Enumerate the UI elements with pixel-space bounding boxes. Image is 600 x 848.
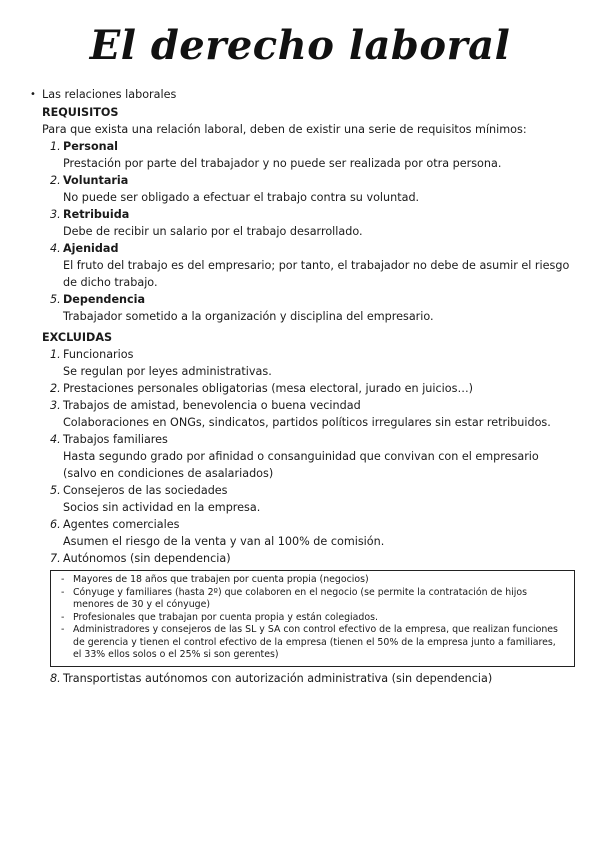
- item-number: 3.: [50, 208, 61, 221]
- box-item-text: Profesionales que trabajan por cuenta propia y están colegiados.: [73, 611, 378, 623]
- requisitos-heading: REQUISITOS: [42, 106, 119, 119]
- excluida-item: [50, 431, 575, 482]
- dash-icon: -: [61, 611, 65, 623]
- excluida-title: Trabajos de amistad, benevolencia o buena vecindad: [63, 399, 361, 412]
- requisito-title: Retribuida: [63, 208, 130, 221]
- requisito-item: [50, 172, 575, 206]
- box-item: [59, 624, 566, 662]
- excluida-item: [50, 550, 575, 567]
- requisito-item: [50, 138, 575, 172]
- excluida-item: [50, 670, 575, 687]
- requisito-desc: El fruto del trabajo es del empresario; por tanto, el trabajador no debe de asumir el riesgo de dicho trabajo.: [63, 259, 570, 289]
- excluidas-list: [30, 346, 575, 567]
- box-item: [59, 612, 566, 625]
- page-title: El derecho laboral: [89, 22, 511, 69]
- document-content: [30, 86, 575, 687]
- requisitos-list: [30, 138, 575, 325]
- excluida-title: Agentes comerciales: [63, 518, 180, 531]
- requisito-desc: Debe de recibir un salario por el trabajo desarrollado.: [63, 225, 363, 238]
- requisito-title: Dependencia: [63, 293, 146, 306]
- excluida-title: Trabajos familiares: [63, 433, 168, 446]
- excluida-item: [50, 397, 575, 431]
- box-item-text: Mayores de 18 años que trabajen por cuenta propia (negocios): [73, 574, 369, 585]
- excluida-desc: Colaboraciones en ONGs, sindicatos, partidos políticos irregulares sin estar retribuidos.: [63, 416, 551, 429]
- item-number: 6.: [50, 518, 61, 531]
- excluida-item: [50, 380, 575, 397]
- box-item: [59, 587, 566, 612]
- topic-label: Las relaciones laborales: [42, 88, 177, 101]
- excluidas-list-continued: [30, 670, 575, 687]
- excluidas-heading: EXCLUIDAS: [42, 331, 113, 344]
- item-number: 5.: [50, 293, 61, 306]
- requisito-title: Personal: [63, 140, 118, 153]
- item-number: 1.: [50, 348, 61, 361]
- requisito-desc: Prestación por parte del trabajador y no puede ser realizada por otra persona.: [63, 157, 502, 170]
- box-item-text: Administradores y consejeros de las SL y SA con control efectivo de la empresa, que realizan funciones de gerencia y tienen el control efectivo de la empresa (tienen el 50% de la empresa junto a familiares, el 33% ellos solos o el 25% si son gerentes): [73, 624, 558, 660]
- item-number: 7.: [50, 552, 61, 565]
- item-number: 5.: [50, 484, 61, 497]
- excluida-item: [50, 346, 575, 380]
- excluida-title: Prestaciones personales obligatorias (mesa electoral, jurado en juicios…): [63, 382, 473, 395]
- item-number: 8.: [50, 671, 61, 685]
- dash-icon: -: [61, 574, 65, 585]
- item-number: 2.: [50, 174, 61, 187]
- requisito-desc: Trabajador sometido a la organización y disciplina del empresario.: [63, 310, 434, 323]
- item-number: 1.: [50, 140, 61, 153]
- item-number: 3.: [50, 399, 61, 412]
- excluida-title: Transportistas autónomos con autorización administrativa (sin dependencia): [63, 671, 493, 685]
- excluida-desc: Asumen el riesgo de la venta y van al 100% de comisión.: [63, 535, 385, 548]
- requisito-item: [50, 206, 575, 240]
- bullet-dot-icon: •: [30, 89, 36, 100]
- topic-bullet: [30, 86, 575, 103]
- dash-icon: -: [61, 586, 65, 598]
- dash-icon: -: [61, 624, 65, 635]
- requisito-title: Voluntaria: [63, 174, 129, 187]
- excluida-desc: Hasta segundo grado por afinidad o consanguinidad que convivan con el empresario (salvo en condiciones de asalariados): [63, 450, 539, 480]
- excluida-desc: Se regulan por leyes administrativas.: [63, 365, 272, 378]
- item-number: 4.: [50, 433, 61, 446]
- requisitos-intro: Para que exista una relación laboral, deben de existir una serie de requisitos mínimos:: [42, 123, 527, 136]
- excluida-item: [50, 482, 575, 516]
- box-item: [59, 574, 566, 587]
- requisito-title: Ajenidad: [63, 242, 119, 255]
- autonomos-box: [50, 570, 575, 667]
- requisito-item: [50, 291, 575, 325]
- excluida-desc: Socios sin actividad en la empresa.: [63, 501, 261, 514]
- excluida-title: Funcionarios: [63, 348, 134, 361]
- box-item-text: Cónyuge y familiares (hasta 2º) que colaboren en el negocio (se permite la contratación de hijos menores de 30 y el cónyuge): [73, 586, 528, 610]
- requisito-desc: No puede ser obligado a efectuar el trabajo contra su voluntad.: [63, 191, 420, 204]
- excluida-item: [50, 516, 575, 550]
- excluida-title: Consejeros de las sociedades: [63, 484, 228, 497]
- excluida-title: Autónomos (sin dependencia): [63, 552, 231, 565]
- item-number: 2.: [50, 382, 61, 395]
- requisito-item: [50, 240, 575, 291]
- item-number: 4.: [50, 242, 61, 255]
